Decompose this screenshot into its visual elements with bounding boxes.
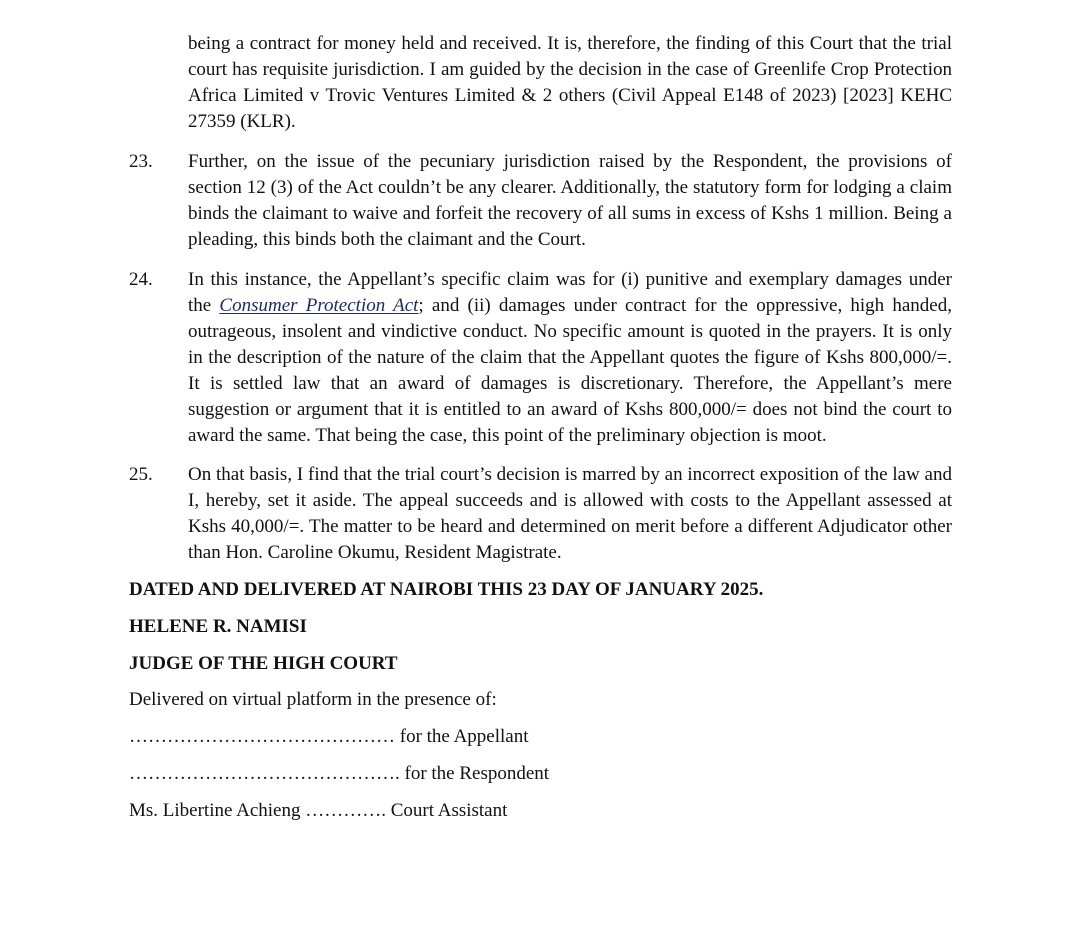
paragraph-25: On that basis, I find that the trial court’s decision is marred by an incorrect exposition of the law and I, hereby, set it aside. The appeal succeeds and is allowed with costs to the Appellant assessed at Kshs 40,000/=. The matter to be heard and determined on merit before a different Adjudicator other than Hon. Caroline Okumu, Resident Magistrate. (188, 464, 952, 563)
delivered-statement: Delivered on virtual platform in the presence of: (129, 689, 497, 710)
court-assistant-line: Ms. Libertine Achieng …………. Court Assistant (129, 800, 508, 821)
paragraph-number-24: 24. (129, 269, 153, 290)
appellant-presence-line: …………………………………… for the Appellant (129, 726, 529, 747)
paragraph-24-text-after: ; and (ii) damages under contract for the oppressive, high handed, outrageous, insolent and vindictive conduct. No specific amount is quoted in the prayers. It is only in the description of the nature of the claim that the Appellant quotes the figure of Kshs 800,000/=. It is settled law that an award of damages is discretionary. Therefore, the Appellant’s mere suggestion or argument that it is entitled to an award of Kshs 800,000/= does not bind the court to award the same. That being the case, this point of the preliminary objection is moot. (188, 295, 952, 446)
consumer-protection-act-link[interactable]: Consumer Protection Act (219, 295, 419, 316)
judge-name: HELENE R. NAMISI (129, 616, 307, 637)
respondent-presence-line: ……………………………………. for the Respondent (129, 763, 550, 784)
paragraph-number-25: 25. (129, 464, 153, 485)
paragraph-continuation: being a contract for money held and received. It is, therefore, the finding of this Court that the trial court has requisite jurisdiction. I am guided by the decision in the case of Greenlife Crop Protection Africa Limited v Trovic Ventures Limited & 2 others (Civil Appeal E148 of 2023) [2023] KEHC 27359 (KLR). (188, 33, 952, 132)
judge-title: JUDGE OF THE HIGH COURT (129, 653, 398, 674)
paragraph-number-23: 23. (129, 151, 153, 172)
paragraph-24 (188, 267, 952, 449)
paragraph-23: Further, on the issue of the pecuniary jurisdiction raised by the Respondent, the provisions of section 12 (3) of the Act couldn’t be any clearer. Additionally, the statutory form for lodging a claim binds the claimant to waive and forfeit the recovery of all sums in excess of Kshs 1 million. Being a pleading, this binds both the claimant and the Court. (188, 151, 952, 250)
paragraph-24-text-before: In this instance, the Appellant’s specific claim was for (i) punitive and exemplary damages under the (188, 269, 952, 316)
dated-delivered-line: DATED AND DELIVERED AT NAIROBI THIS 23 DAY OF JANUARY 2025. (129, 579, 764, 600)
